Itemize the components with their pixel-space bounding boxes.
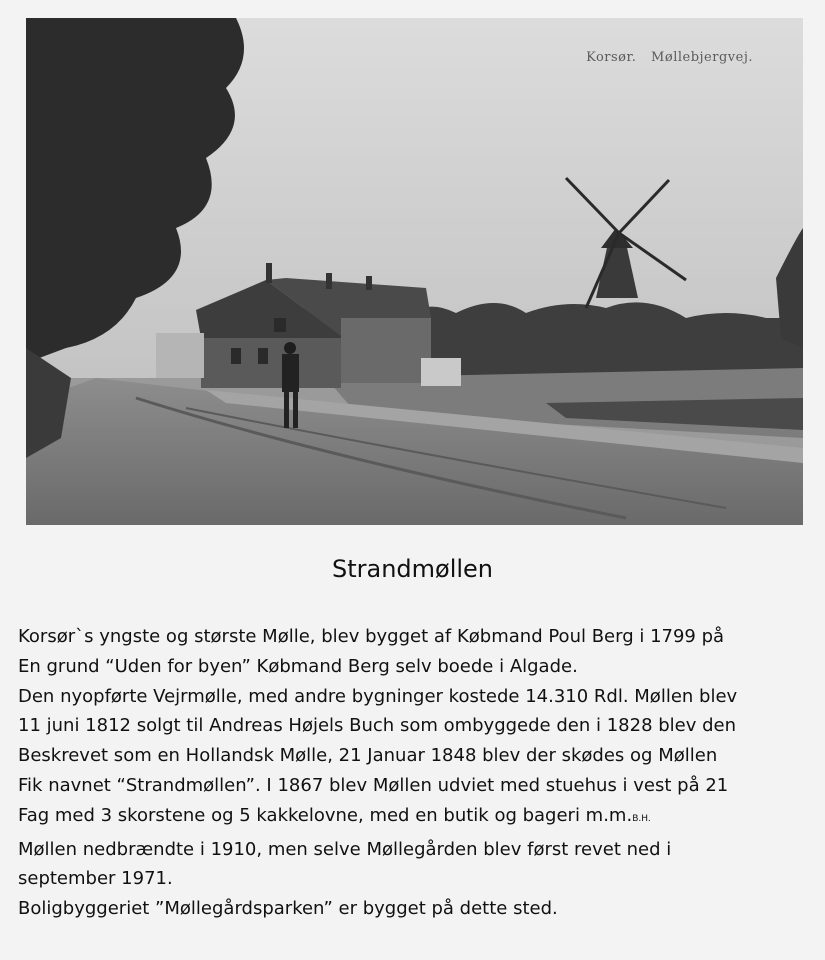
page-title: Strandmøllen — [331, 555, 494, 583]
text-line: Boligbyggeriet ”Møllegårdsparken” er bygget på dette sted. — [18, 898, 558, 920]
photo-caption: Korsør. Møllebjergvej. — [586, 50, 753, 65]
text-line: Den nyopførte Vejrmølle, med andre bygninger kostede 14.310 Rdl. Møllen blev — [18, 685, 738, 707]
text-line: Møllen nedbrændte i 1910, men selve Møllegården blev først revet ned i — [18, 838, 672, 860]
text-line-body: Fag med 3 skorstene og 5 kakkelovne, med en butik og bageri m.m. — [18, 804, 633, 826]
text-line: Korsør`s yngste og største Mølle, blev bygget af Købmand Poul Berg i 1799 på — [18, 626, 725, 647]
text-line: En grund “Uden for byen” Købmand Berg selv boede i Algade. — [18, 655, 578, 677]
photo-illustration — [26, 18, 803, 525]
history-text — [18, 622, 813, 924]
text-line: Fik navnet “Strandmøllen”. I 1867 blev Møllen udviet med stuehus i vest på 21 — [18, 774, 729, 796]
text-line: 11 juni 1812 solgt til Andreas Højels Buch som ombyggede den i 1828 blev den — [18, 715, 737, 737]
text-line — [18, 801, 813, 835]
text-line: september 1971. — [18, 868, 173, 890]
text-line: Beskrevet som en Hollandsk Mølle, 21 Januar 1848 blev der skødes og Møllen — [18, 745, 718, 767]
historic-photo — [26, 18, 803, 525]
author-initials: B.H. — [632, 813, 651, 824]
